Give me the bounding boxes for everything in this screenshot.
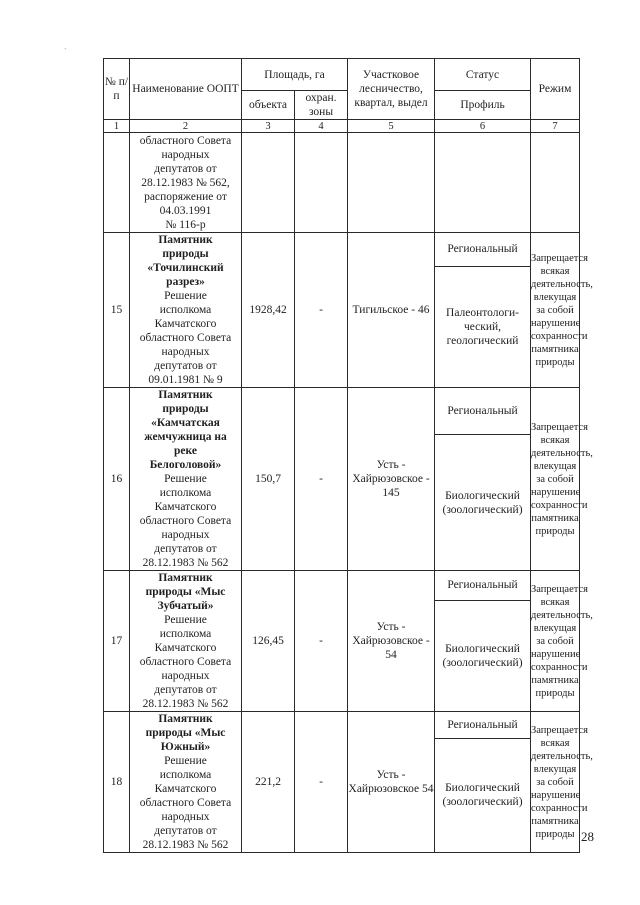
row-mode: Запрещается всякая деятельность, влекущая за собой нарушение сохранности памятника природы xyxy=(531,233,580,388)
margin-mark: ` xyxy=(64,47,67,56)
header-status: Статус xyxy=(435,59,531,91)
header-no: № п/п xyxy=(104,59,130,120)
row-number: 15 xyxy=(104,233,130,388)
colnum-5: 5 xyxy=(348,120,435,133)
row-status: Региональный xyxy=(435,712,531,739)
row-zone: - xyxy=(295,233,348,388)
row-profile: Биологический (зоологический) xyxy=(435,435,531,571)
colnum-2: 2 xyxy=(130,120,242,133)
row-forestry: Усть - Хайрюзовское 54 xyxy=(348,712,435,853)
row-forestry: Усть - Хайрюзовское - 145 xyxy=(348,388,435,571)
column-number-row xyxy=(104,120,580,133)
table-row xyxy=(104,571,580,601)
row-zone: - xyxy=(295,571,348,712)
row-number: 16 xyxy=(104,388,130,571)
row-profile: Палеонтологи-ческий, геологический xyxy=(435,266,531,387)
row-name: Памятник природы «Мыс Южный» Решение исполкома Камчатского областного Совета народных депутатов от 28.12.1983 № 562 xyxy=(130,712,242,853)
row-mode: Запрещается всякая деятельность, влекущая за собой нарушение сохранности памятника природы xyxy=(531,712,580,853)
row-zone: - xyxy=(295,388,348,571)
colnum-7: 7 xyxy=(531,120,580,133)
row-area: 1928,42 xyxy=(242,233,295,388)
row-forestry: Усть - Хайрюзовское - 54 xyxy=(348,571,435,712)
row-zone: - xyxy=(295,712,348,853)
header-profile: Профиль xyxy=(435,91,531,120)
row-name: Памятник природы «Мыс Зубчатый» Решение исполкома Камчатского областного Совета народных депутатов от 28.12.1983 № 562 xyxy=(130,571,242,712)
row-status: Региональный xyxy=(435,233,531,267)
header-row xyxy=(104,59,580,91)
row-number: 17 xyxy=(104,571,130,712)
row-forestry: Тигильское - 46 xyxy=(348,233,435,388)
row-name: Памятник природы «Точилинский разрез» Решение исполкома Камчатского областного Совета народных депутатов от 09.01.1981 № 9 xyxy=(130,233,242,388)
header-area: Площадь, га xyxy=(242,59,348,91)
row-area: 150,7 xyxy=(242,388,295,571)
row-mode: Запрещается всякая деятельность, влекущая за собой нарушение сохранности памятника природы xyxy=(531,388,580,571)
row-number: 18 xyxy=(104,712,130,853)
table-row xyxy=(104,712,580,739)
header-area-zone: охран. зоны xyxy=(295,91,348,120)
row-status: Региональный xyxy=(435,571,531,601)
row-status: Региональный xyxy=(435,388,531,435)
page-number: 28 xyxy=(581,829,594,844)
header-mode: Режим xyxy=(531,59,580,120)
header-forestry: Участковое лесничество, квартал, выдел xyxy=(348,59,435,120)
row-area: 126,45 xyxy=(242,571,295,712)
row-profile: Биологический (зоологический) xyxy=(435,738,531,853)
oopt-table xyxy=(103,58,593,853)
colnum-4: 4 xyxy=(295,120,348,133)
colnum-1: 1 xyxy=(104,120,130,133)
continuation-name: областного Совета народных депутатов от 28.12.1983 № 562, распоряжение от 04.03.1991 № 116-р xyxy=(130,133,242,233)
table-row xyxy=(104,233,580,267)
header-area-object: объекта xyxy=(242,91,295,120)
row-name: Памятник природы «Камчатская жемчужница на реке Белоголовой» Решение исполкома Камчатского областного Совета народных депутатов от 28.12.1983 № 562 xyxy=(130,388,242,571)
colnum-6: 6 xyxy=(435,120,531,133)
row-profile: Биологический (зоологический) xyxy=(435,600,531,711)
table-row xyxy=(104,388,580,435)
row-area: 221,2 xyxy=(242,712,295,853)
colnum-3: 3 xyxy=(242,120,295,133)
row-mode: Запрещается всякая деятельность, влекущая за собой нарушение сохранности памятника природы xyxy=(531,571,580,712)
header-name: Наименование ООПТ xyxy=(130,59,242,120)
continuation-row xyxy=(104,133,580,233)
